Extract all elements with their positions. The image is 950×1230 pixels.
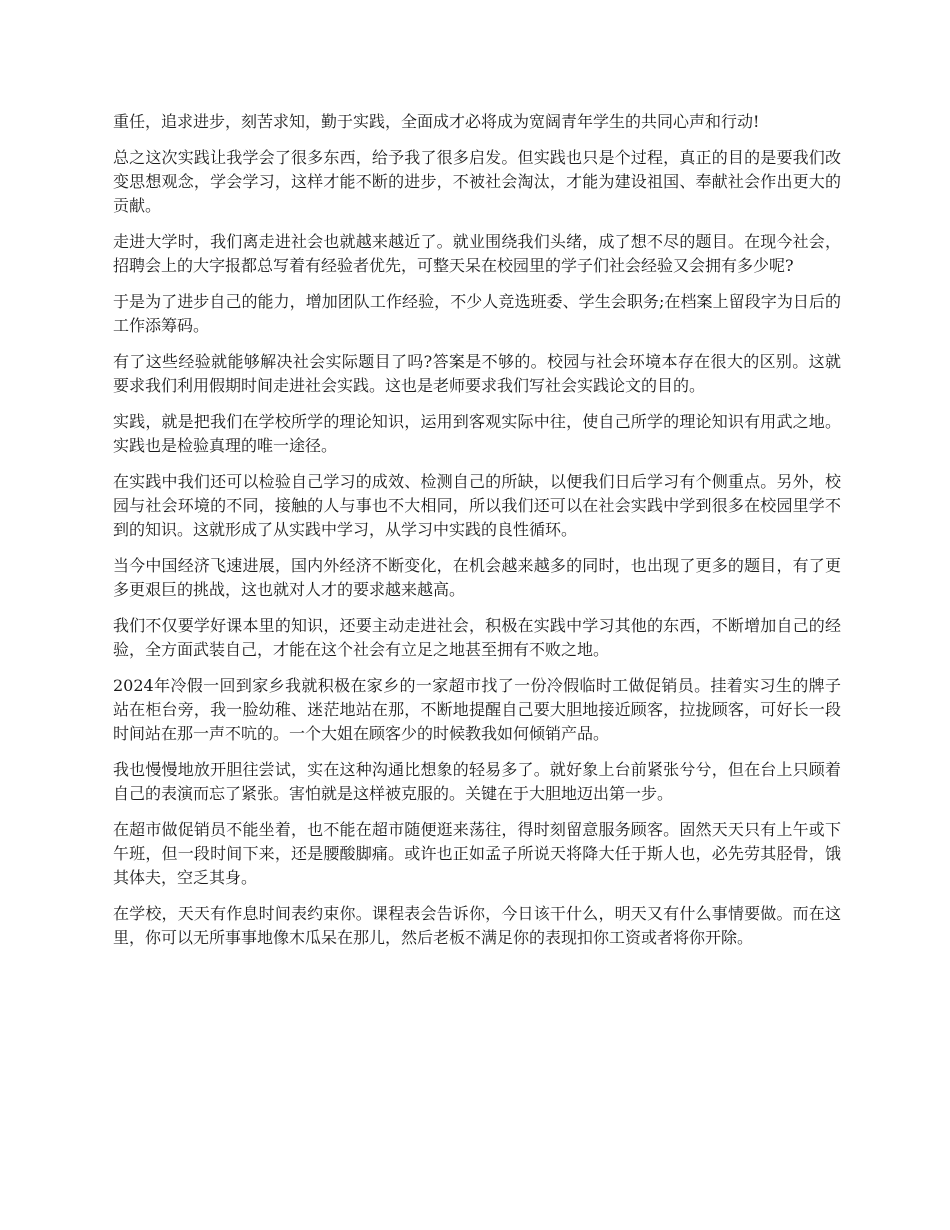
paragraph: 实践，就是把我们在学校所学的理论知识，运用到客观实际中往，使自己所学的理论知识有用武之地。实践也是检验真理的唯一途径。 <box>113 412 841 455</box>
paragraph: 2024年冷假一回到家乡我就积极在家乡的一家超市找了一份冷假临时工做促销员。挂着实习生的牌子站在柜台旁，我一脸幼稚、迷茫地站在那，不断地提醒自己要大胆地接近顾客，拉拢顾客，可好长一段时间站在那一声不吭的。一个大姐在顾客少的时候教我如何倾销产品。 <box>113 676 841 743</box>
paragraph: 于是为了进步自己的能力，增加团队工作经验，不少人竞选班委、学生会职务;在档案上留段字为日后的工作添筹码。 <box>113 292 841 335</box>
paragraph: 我们不仅要学好课本里的知识，还要主动走进社会，积极在实践中学习其他的东西，不断增加自己的经验，全方面武装自己，才能在这个社会有立足之地甚至拥有不败之地。 <box>113 616 841 659</box>
paragraph: 在超市做促销员不能坐着，也不能在超市随便逛来荡往，得时刻留意服务顾客。固然天天只有上午或下午班，但一段时间下来，还是腰酸脚痛。或许也正如孟子所说天将降大任于斯人也，必先劳其胫骨，饿其体夫，空乏其身。 <box>113 820 841 887</box>
paragraph: 走进大学时，我们离走进社会也就越来越近了。就业围绕我们头绪，成了想不尽的题目。在现今社会，招聘会上的大字报都总写着有经验者优先，可整天呆在校园里的学子们社会经验又会拥有多少呢? <box>113 232 841 275</box>
document-page <box>113 110 841 962</box>
paragraph: 总之这次实践让我学会了很多东西，给予我了很多启发。但实践也只是个过程，真正的目的是要我们改变思想观念，学会学习，这样才能不断的进步，不被社会淘汰，才能为建设祖国、奉献社会作出更大的贡献。 <box>113 148 841 215</box>
paragraph: 在学校，天天有作息时间表约束你。课程表会告诉你，今日该干什么，明天又有什么事情要做。而在这里，你可以无所事事地像木瓜呆在那儿，然后老板不满足你的表现扣你工资或者将你开除。 <box>113 904 841 947</box>
paragraph: 在实践中我们还可以检验自己学习的成效、检测自己的所缺，以便我们日后学习有个侧重点。另外，校园与社会环境的不同，接触的人与事也不大相同，所以我们还可以在社会实践中学到很多在校园里学不到的知识。这就形成了从实践中学习，从学习中实践的良性循环。 <box>113 472 841 539</box>
paragraph: 我也慢慢地放开胆往尝试，实在这种沟通比想象的轻易多了。就好象上台前紧张兮兮，但在台上只顾着自己的表演而忘了紧张。害怕就是这样被克服的。关键在于大胆地迈出第一步。 <box>113 760 841 803</box>
paragraph: 重任，追求进步，刻苦求知，勤于实践，全面成才必将成为宽阔青年学生的共同心声和行动! <box>113 112 760 131</box>
paragraph: 当今中国经济飞速进展，国内外经济不断变化，在机会越来越多的同时，也出现了更多的题目，有了更多更艰巨的挑战，这也就对人才的要求越来越高。 <box>113 556 841 599</box>
paragraph: 有了这些经验就能够解决社会实际题目了吗?答案是不够的。校园与社会环境本存在很大的区别。这就要求我们利用假期时间走进社会实践。这也是老师要求我们写社会实践论文的目的。 <box>113 352 841 395</box>
